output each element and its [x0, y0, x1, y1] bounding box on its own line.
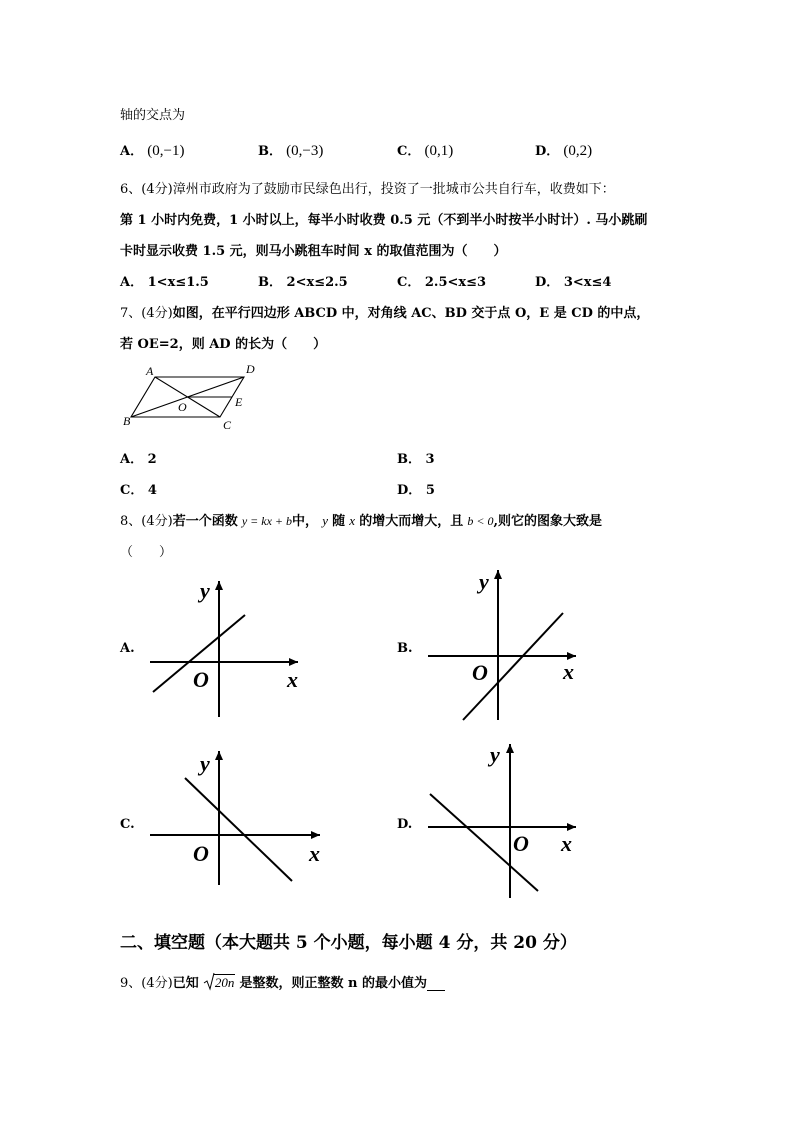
q6-option-c[interactable]	[397, 271, 486, 290]
q9-number: 9、(4分)	[120, 976, 173, 991]
label-a: A	[146, 364, 154, 378]
origin-label: O	[472, 660, 488, 685]
option-letter: B．	[258, 275, 282, 290]
q8-graph-a[interactable]	[140, 575, 320, 720]
q8-condition: b < 0	[467, 514, 494, 528]
q8-number: 8、(4分)	[120, 514, 173, 529]
q8-graph-c[interactable]	[140, 745, 330, 890]
option-value: (0,−1)	[147, 143, 185, 159]
q8-stem-line1	[120, 510, 602, 529]
q7-option-c[interactable]	[120, 479, 157, 498]
q8-option-a-letter[interactable]: A.	[120, 641, 135, 656]
option-value: 2	[147, 452, 157, 467]
x-label: x	[563, 659, 574, 684]
option-letter: D．	[397, 483, 422, 498]
x-label: x	[561, 831, 572, 856]
q8-graph-b[interactable]	[418, 565, 588, 725]
y-label: y	[200, 751, 210, 776]
option-value: 5	[425, 483, 435, 498]
q7-option-b[interactable]	[397, 448, 435, 467]
q6-stem-line1	[120, 178, 615, 197]
label-o: O	[178, 400, 187, 414]
option-value: 2<x≤2.5	[286, 275, 348, 290]
label-c: C	[223, 418, 232, 432]
q6-option-a[interactable]	[120, 271, 209, 290]
sqrt-expression	[203, 975, 236, 991]
q6-number: 6、(4分)	[120, 182, 173, 197]
q5-option-b[interactable]	[258, 140, 323, 160]
option-letter: B．	[258, 144, 282, 159]
option-letter: C．	[120, 483, 144, 498]
option-letter: D．	[535, 144, 560, 159]
q8-formula: y = kx + b	[241, 514, 293, 528]
q6-stem-line2: 第 1 小时内免费，1 小时以上，每半小时收费 0.5 元（不到半小时按半小时计）. 马小跳刷	[120, 213, 648, 228]
q9-stem	[120, 972, 445, 991]
label-b: B	[123, 414, 131, 428]
option-value: 1<x≤1.5	[147, 275, 209, 290]
q6-option-b[interactable]	[258, 271, 348, 290]
sqrt-sign	[203, 972, 215, 992]
y-label: y	[490, 742, 500, 767]
option-value: (0,2)	[563, 143, 593, 159]
q8-stem-c: 随	[332, 514, 346, 529]
q7-number: 7、(4分)	[120, 306, 173, 321]
option-letter: A．	[120, 452, 144, 467]
q8-option-c-letter[interactable]: C.	[120, 817, 135, 832]
q7-stem-line1	[120, 302, 649, 321]
parallelogram-figure	[118, 360, 268, 434]
q9-stem-a: 已知	[172, 976, 199, 991]
option-value: (0,−3)	[286, 143, 324, 159]
option-value: 3	[425, 452, 435, 467]
origin-label: O	[513, 831, 529, 856]
q6-option-d[interactable]	[535, 271, 611, 290]
origin-label: O	[193, 667, 209, 692]
q5-option-d[interactable]	[535, 140, 592, 160]
option-value: (0,1)	[424, 143, 454, 159]
q8-option-b-letter[interactable]: B.	[397, 641, 413, 656]
option-value: 2.5<x≤3	[424, 275, 487, 290]
q8-stem-d: 的增大而增大，且	[359, 514, 464, 529]
q5-option-a[interactable]	[120, 140, 184, 160]
section-title-fill-in: 二、填空题（本大题共 5 个小题，每小题 4 分，共 20 分）	[120, 933, 577, 953]
option-letter: C．	[397, 275, 421, 290]
q7-option-d[interactable]	[397, 479, 435, 498]
option-letter: A．	[120, 275, 144, 290]
option-letter: C．	[397, 144, 421, 159]
q8-graph-d[interactable]	[418, 738, 588, 900]
q5-stem-tail: 轴的交点为	[120, 108, 186, 123]
q6-stem-line3: 卡时显示收费 1.5 元，则马小跳租车时间 x 的取值范围为（ ）	[120, 244, 507, 259]
answer-blank[interactable]	[427, 978, 445, 991]
q7-stem-line2: 若 OE=2，则 AD 的长为（ ）	[120, 337, 327, 352]
x-label: x	[309, 841, 320, 866]
q8-stem-e: ,则它的图象大致是	[493, 514, 602, 529]
q6-line1-text: 漳州市政府为了鼓励市民绿色出行，投资了一批城市公共自行车，收费如下：	[172, 182, 615, 197]
option-value: 4	[147, 483, 157, 498]
label-d: D	[246, 362, 255, 376]
q9-stem-b: 是整数，则正整数 n 的最小值为	[239, 976, 427, 991]
y-label: y	[479, 569, 489, 594]
label-e: E	[235, 395, 243, 409]
q8-stem-a: 若一个函数	[172, 514, 238, 529]
x-label: x	[287, 667, 298, 692]
q5-option-c[interactable]	[397, 140, 453, 160]
q8-stem-b: 中，	[292, 514, 319, 529]
q8-option-d-letter[interactable]: D.	[397, 817, 413, 832]
y-label: y	[200, 578, 210, 603]
q7-option-a[interactable]	[120, 448, 157, 467]
origin-label: O	[193, 841, 209, 866]
q8-var-x: x	[349, 513, 356, 528]
option-value: 3<x≤4	[563, 275, 612, 290]
q7-line1-text: 如图，在平行四边形 ABCD 中，对角线 AC、BD 交于点 O，E 是 CD 的中点，	[172, 306, 650, 321]
q8-answer-paren: （ ）	[120, 545, 173, 560]
q8-var-y: y	[322, 513, 328, 528]
option-letter: A．	[120, 144, 144, 159]
sqrt-radicand: 20n	[214, 975, 235, 990]
option-letter: B．	[397, 452, 421, 467]
option-letter: D．	[535, 275, 560, 290]
